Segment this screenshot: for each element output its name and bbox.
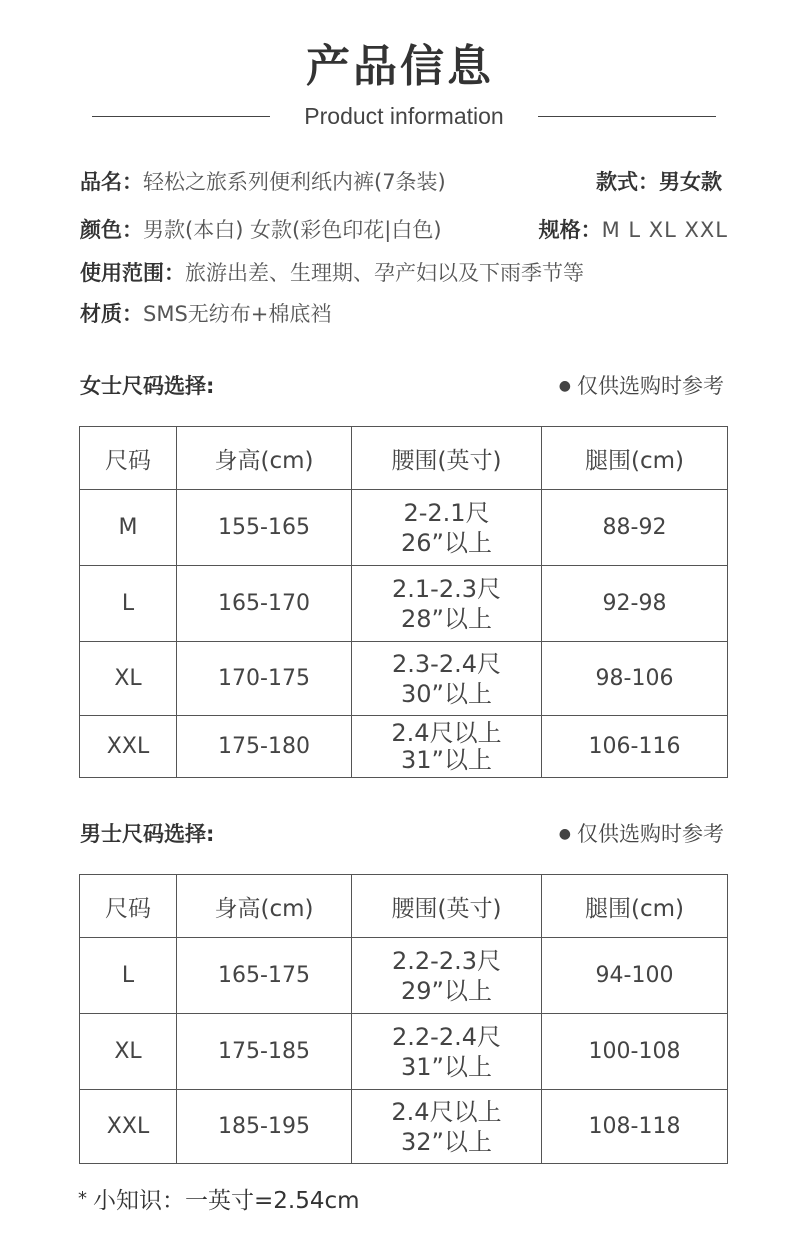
material-label: 材质： — [80, 302, 143, 326]
spec-label: 规格： — [538, 218, 602, 242]
cell-waist — [352, 1090, 542, 1164]
header-height: 身高(cm) — [177, 427, 352, 490]
cell-waist — [352, 566, 542, 642]
waist-inch: 31”以上 — [401, 1052, 492, 1081]
style-label: 款式： — [596, 170, 659, 194]
header-size: 尺码 — [80, 875, 177, 938]
cell-size: L — [80, 938, 177, 1014]
usage-label: 使用范围： — [80, 261, 185, 285]
cell-waist — [352, 716, 542, 778]
info-row-color — [80, 214, 728, 244]
cell-height: 170-175 — [177, 642, 352, 716]
cell-waist — [352, 642, 542, 716]
cell-waist — [352, 938, 542, 1014]
bullet-icon: ● — [558, 826, 571, 842]
footnote — [78, 1182, 360, 1215]
page-subtitle: Product information — [304, 102, 504, 129]
waist-inch: 31”以上 — [401, 745, 492, 774]
color-value: 男款(本白) 女款(彩色印花|白色) — [143, 218, 442, 242]
men-section-title: 男士尺码选择: — [80, 822, 215, 846]
waist-chi: 2.2-2.4尺 — [392, 1022, 501, 1051]
cell-size: XL — [80, 1014, 177, 1090]
cell-thigh: 106-116 — [542, 716, 728, 778]
cell-thigh: 94-100 — [542, 938, 728, 1014]
name-label: 品名： — [80, 170, 143, 194]
waist-inch: 30”以上 — [401, 679, 492, 708]
waist-chi: 2.2-2.3尺 — [392, 946, 501, 975]
subtitle-row — [92, 98, 716, 134]
waist-chi: 2.4尺以上 — [391, 718, 502, 747]
bullet-icon: ● — [558, 378, 571, 394]
cell-thigh: 92-98 — [542, 566, 728, 642]
table-row — [80, 566, 728, 642]
men-size-table — [79, 874, 728, 1164]
cell-height: 175-180 — [177, 716, 352, 778]
waist-chi: 2.4尺以上 — [391, 1097, 502, 1126]
material-value: SMS无纺布+棉底裆 — [143, 302, 332, 326]
table-row — [80, 490, 728, 566]
page-title: 产品信息 — [306, 41, 494, 92]
spec-value: M L XL XXL — [601, 218, 728, 242]
table-row — [80, 1014, 728, 1090]
cell-thigh: 108-118 — [542, 1090, 728, 1164]
color-label: 颜色： — [80, 218, 143, 242]
asterisk-icon: * — [78, 1188, 87, 1209]
women-note-text: 仅供选购时参考 — [577, 374, 724, 398]
header-height: 身高(cm) — [177, 875, 352, 938]
table-header-row — [80, 427, 728, 490]
divider-right — [538, 116, 716, 117]
cell-thigh: 98-106 — [542, 642, 728, 716]
cell-height: 155-165 — [177, 490, 352, 566]
info-row-material — [80, 298, 728, 328]
cell-height: 165-175 — [177, 938, 352, 1014]
info-row-usage — [80, 257, 728, 287]
waist-inch: 29”以上 — [401, 976, 492, 1005]
waist-chi: 2.1-2.3尺 — [392, 574, 501, 603]
header-size: 尺码 — [80, 427, 177, 490]
women-note — [559, 370, 724, 400]
cell-waist — [352, 490, 542, 566]
cell-thigh: 100-108 — [542, 1014, 728, 1090]
table-row — [80, 938, 728, 1014]
info-row-name — [80, 166, 728, 196]
cell-size: M — [80, 490, 177, 566]
header-waist: 腰围(英寸) — [352, 427, 542, 490]
header-waist: 腰围(英寸) — [352, 875, 542, 938]
women-section-head — [80, 370, 724, 400]
cell-height: 185-195 — [177, 1090, 352, 1164]
waist-chi: 2-2.1尺 — [403, 498, 490, 527]
cell-size: XL — [80, 642, 177, 716]
men-note-text: 仅供选购时参考 — [577, 822, 724, 846]
cell-size: L — [80, 566, 177, 642]
cell-height: 175-185 — [177, 1014, 352, 1090]
table-row — [80, 1090, 728, 1164]
cell-thigh: 88-92 — [542, 490, 728, 566]
waist-inch: 32”以上 — [401, 1127, 492, 1156]
cell-waist — [352, 1014, 542, 1090]
men-section-head — [80, 818, 724, 848]
name-value: 轻松之旅系列便利纸内裤(7条装) — [143, 170, 446, 194]
cell-height: 165-170 — [177, 566, 352, 642]
women-section-title: 女士尺码选择: — [80, 374, 215, 398]
style-value: 男女款 — [659, 170, 722, 194]
header-thigh: 腿围(cm) — [542, 875, 728, 938]
table-row — [80, 716, 728, 778]
women-size-table — [79, 426, 728, 778]
usage-value: 旅游出差、生理期、孕产妇以及下雨季节等 — [185, 261, 584, 285]
waist-inch: 28”以上 — [401, 604, 492, 633]
waist-chi: 2.3-2.4尺 — [392, 649, 501, 678]
waist-inch: 26”以上 — [401, 528, 492, 557]
table-row — [80, 642, 728, 716]
footnote-text: 小知识：一英寸=2.54cm — [93, 1188, 360, 1214]
cell-size: XXL — [80, 716, 177, 778]
header-thigh: 腿围(cm) — [542, 427, 728, 490]
table-header-row — [80, 875, 728, 938]
divider-left — [92, 116, 270, 117]
cell-size: XXL — [80, 1090, 177, 1164]
men-note — [559, 818, 724, 848]
